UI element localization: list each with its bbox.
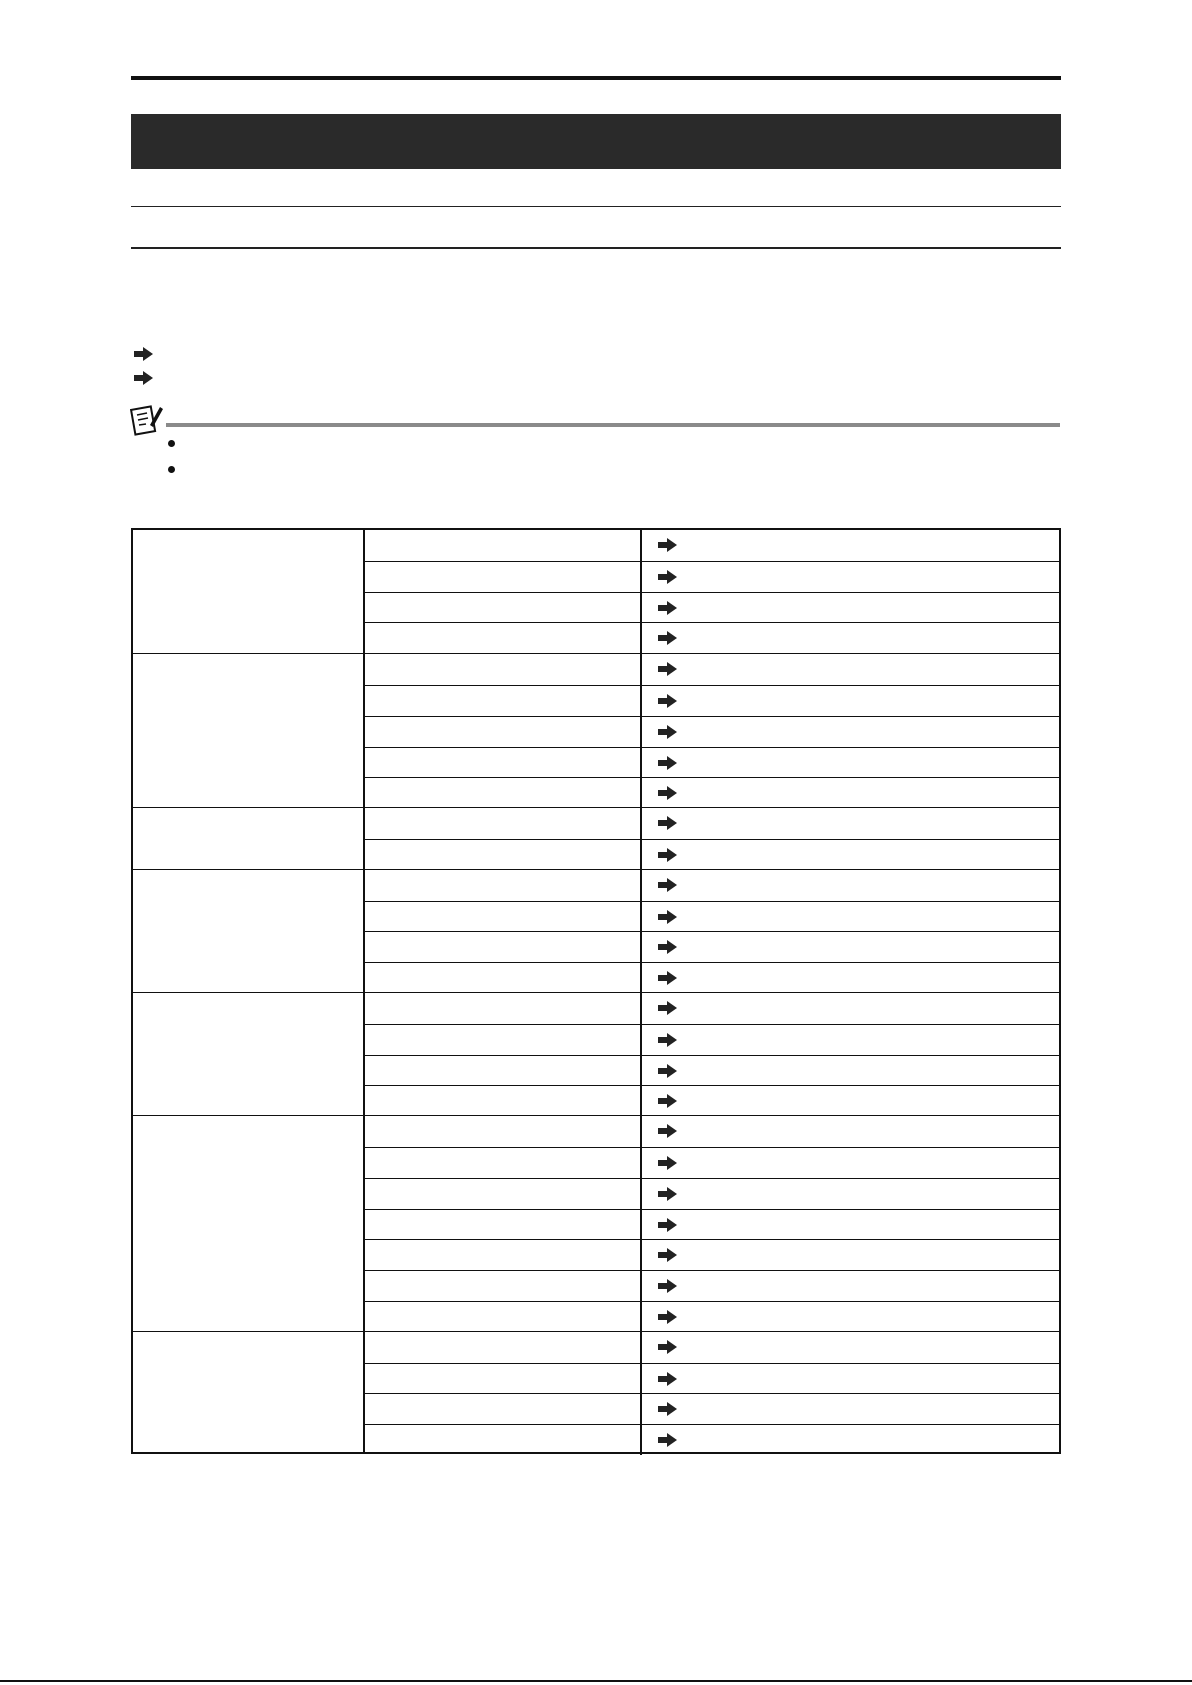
row-reference-link[interactable] xyxy=(642,530,1059,561)
section-title-bar xyxy=(131,114,1061,169)
row-reference-link[interactable] xyxy=(642,778,1059,808)
arrow-right-icon xyxy=(667,816,677,830)
table-row xyxy=(365,993,1059,1024)
note-bullet-2 xyxy=(168,466,175,473)
table-row xyxy=(365,716,1059,747)
row-reference-link[interactable] xyxy=(642,1364,1059,1394)
row-reference-link[interactable] xyxy=(642,748,1059,778)
row-item xyxy=(365,1210,642,1240)
arrow-right-icon xyxy=(667,1124,677,1138)
row-item xyxy=(365,1240,642,1270)
row-item xyxy=(365,1394,642,1424)
row-item xyxy=(365,1332,642,1363)
row-item xyxy=(365,1364,642,1394)
table-row xyxy=(365,1178,1059,1209)
row-item xyxy=(365,1271,642,1301)
row-item xyxy=(365,686,642,716)
note-pencil-icon xyxy=(130,403,164,437)
table-row xyxy=(365,901,1059,932)
table-group xyxy=(133,992,1059,1115)
row-reference-link[interactable] xyxy=(642,562,1059,592)
row-item xyxy=(365,1025,642,1055)
row-reference-link[interactable] xyxy=(642,1271,1059,1301)
arrow-right-icon xyxy=(667,1310,677,1324)
row-reference-link[interactable] xyxy=(642,808,1059,839)
group-label xyxy=(133,1116,365,1331)
arrow-right-icon xyxy=(667,786,677,800)
arrow-right-icon xyxy=(143,371,153,385)
table-row xyxy=(365,962,1059,993)
row-item xyxy=(365,1056,642,1086)
row-item xyxy=(365,1302,642,1332)
row-reference-link[interactable] xyxy=(642,932,1059,962)
arrow-right-icon xyxy=(667,1402,677,1416)
table-group xyxy=(133,1331,1059,1454)
table-row xyxy=(365,870,1059,901)
arrow-right-icon xyxy=(667,1279,677,1293)
table-row xyxy=(365,1424,1059,1455)
row-item xyxy=(365,1179,642,1209)
row-reference-link[interactable] xyxy=(642,963,1059,993)
arrow-right-icon xyxy=(667,910,677,924)
arrow-right-icon xyxy=(667,725,677,739)
arrow-right-icon xyxy=(667,1064,677,1078)
row-reference-link[interactable] xyxy=(642,717,1059,747)
row-item xyxy=(365,593,642,623)
arrow-right-icon xyxy=(667,848,677,862)
group-label xyxy=(133,993,365,1115)
row-reference-link[interactable] xyxy=(642,1332,1059,1363)
arrow-right-icon xyxy=(667,1033,677,1047)
row-item xyxy=(365,870,642,901)
table-row xyxy=(365,622,1059,653)
table-row xyxy=(365,530,1059,561)
note-bullet-1 xyxy=(168,440,175,447)
arrow-right-icon xyxy=(667,1156,677,1170)
row-reference-link[interactable] xyxy=(642,993,1059,1024)
arrow-right-icon xyxy=(667,694,677,708)
arrow-right-icon xyxy=(667,1187,677,1201)
table-row xyxy=(365,561,1059,592)
row-reference-link[interactable] xyxy=(642,1056,1059,1086)
row-reference-link[interactable] xyxy=(642,1116,1059,1147)
arrow-right-icon xyxy=(667,1218,677,1232)
arrow-right-icon xyxy=(667,538,677,552)
row-reference-link[interactable] xyxy=(642,1210,1059,1240)
row-reference-link[interactable] xyxy=(642,593,1059,623)
arrow-right-icon xyxy=(667,1248,677,1262)
arrow-right-icon xyxy=(667,570,677,584)
row-item xyxy=(365,562,642,592)
group-label xyxy=(133,1332,365,1454)
arrow-right-icon xyxy=(667,1372,677,1386)
group-label xyxy=(133,654,365,807)
row-reference-link[interactable] xyxy=(642,1240,1059,1270)
arrow-right-icon xyxy=(667,1094,677,1108)
row-reference-link[interactable] xyxy=(642,623,1059,653)
table-group xyxy=(133,653,1059,807)
subtitle-rule-top xyxy=(131,206,1061,207)
group-label xyxy=(133,870,365,992)
arrow-right-icon xyxy=(143,347,153,361)
table-row xyxy=(365,1147,1059,1178)
table-row xyxy=(365,1209,1059,1240)
row-reference-link[interactable] xyxy=(642,870,1059,901)
reference-table xyxy=(131,528,1061,1454)
arrow-right-icon xyxy=(667,601,677,615)
table-row xyxy=(365,685,1059,716)
table-row xyxy=(365,931,1059,962)
table-row xyxy=(365,1055,1059,1086)
table-row xyxy=(365,747,1059,778)
table-row xyxy=(365,1301,1059,1332)
row-reference-link[interactable] xyxy=(642,1179,1059,1209)
row-item xyxy=(365,748,642,778)
arrow-right-icon xyxy=(667,1340,677,1354)
row-reference-link[interactable] xyxy=(642,654,1059,685)
row-item xyxy=(365,778,642,808)
arrow-right-icon xyxy=(667,631,677,645)
row-reference-link[interactable] xyxy=(642,1148,1059,1178)
arrow-right-icon xyxy=(667,971,677,985)
page-bottom-rule xyxy=(0,1680,1192,1682)
row-item xyxy=(365,840,642,870)
table-row xyxy=(365,1024,1059,1055)
arrow-right-icon xyxy=(667,756,677,770)
row-item xyxy=(365,654,642,685)
table-group xyxy=(133,869,1059,992)
table-row xyxy=(365,592,1059,623)
note-rule xyxy=(166,423,1060,427)
row-reference-link[interactable] xyxy=(642,1425,1059,1455)
row-reference-link[interactable] xyxy=(642,840,1059,870)
row-item xyxy=(365,902,642,932)
row-item xyxy=(365,932,642,962)
row-reference-link[interactable] xyxy=(642,1394,1059,1424)
arrow-right-icon xyxy=(667,1001,677,1015)
table-row xyxy=(365,1332,1059,1363)
table-row xyxy=(365,1116,1059,1147)
table-row xyxy=(365,1085,1059,1116)
table-row xyxy=(365,1270,1059,1301)
table-row xyxy=(365,808,1059,839)
table-row xyxy=(365,654,1059,685)
arrow-right-icon xyxy=(667,878,677,892)
row-item xyxy=(365,530,642,561)
table-row xyxy=(365,1363,1059,1394)
table-group xyxy=(133,807,1059,869)
subtitle-rule-bottom xyxy=(131,247,1061,249)
group-label xyxy=(133,530,365,653)
row-item xyxy=(365,1086,642,1116)
table-group xyxy=(133,1115,1059,1331)
row-item xyxy=(365,963,642,993)
table-row xyxy=(365,1239,1059,1270)
row-item xyxy=(365,717,642,747)
row-reference-link[interactable] xyxy=(642,902,1059,932)
row-item xyxy=(365,993,642,1024)
arrow-right-icon xyxy=(667,940,677,954)
row-item xyxy=(365,1148,642,1178)
arrow-right-icon xyxy=(667,662,677,676)
table-row xyxy=(365,777,1059,808)
row-reference-link[interactable] xyxy=(642,1025,1059,1055)
group-label xyxy=(133,808,365,869)
table-row xyxy=(365,1393,1059,1424)
table-row xyxy=(365,839,1059,870)
row-item xyxy=(365,1425,642,1455)
row-item xyxy=(365,623,642,653)
table-group xyxy=(133,530,1059,653)
row-item xyxy=(365,1116,642,1147)
top-rule xyxy=(131,76,1061,80)
row-reference-link[interactable] xyxy=(642,686,1059,716)
row-item xyxy=(365,808,642,839)
row-reference-link[interactable] xyxy=(642,1302,1059,1332)
row-reference-link[interactable] xyxy=(642,1086,1059,1116)
arrow-right-icon xyxy=(667,1433,677,1447)
